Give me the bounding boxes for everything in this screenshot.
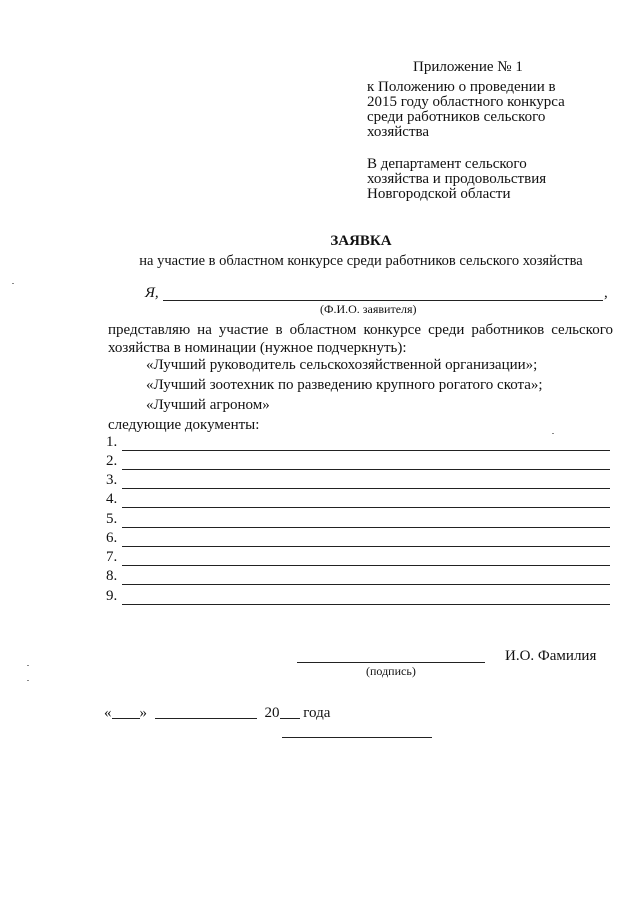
date-year-line[interactable]	[280, 718, 300, 719]
document-number: 5.	[106, 511, 118, 527]
date-close-quote: »	[139, 705, 147, 721]
nomination-item: «Лучший руководитель сельскохозяйственной организации»;	[146, 357, 538, 373]
documents-label: следующие документы:	[108, 417, 260, 433]
date-month-line[interactable]	[155, 718, 257, 719]
document-number: 8.	[106, 568, 118, 584]
addressee-line: Новгородской области	[367, 186, 511, 202]
date-year-prefix: 20	[264, 705, 280, 721]
signature-caption: (подпись)	[366, 664, 416, 678]
nomination-item: «Лучший агроном»	[146, 397, 270, 413]
scan-speck	[27, 680, 29, 681]
annex-line: среди работников сельского	[367, 109, 546, 125]
date-open-quote: «	[104, 705, 112, 721]
date-year-suffix: года	[303, 705, 331, 721]
document-line[interactable]	[122, 450, 610, 451]
annex-description	[367, 80, 597, 140]
document-line[interactable]	[122, 469, 610, 470]
document-line[interactable]	[122, 604, 610, 605]
form-subtitle: на участие в областном конкурсе среди работников сельского хозяйства	[139, 253, 583, 269]
document-number: 6.	[106, 530, 118, 546]
nomination-item: «Лучший зоотехник по разведению крупного рогатого скота»;	[146, 377, 543, 393]
annex-line: к Положению о проведении в	[367, 79, 556, 95]
document-line[interactable]	[122, 527, 610, 528]
form-title: ЗАЯВКА	[330, 233, 392, 249]
scan-speck	[552, 433, 554, 434]
applicant-suffix: ,	[604, 285, 608, 301]
annex-title: Приложение № 1	[413, 59, 523, 75]
document-number: 3.	[106, 472, 118, 488]
signer-name: И.О. Фамилия	[505, 648, 597, 664]
annex-line: хозяйства	[367, 124, 430, 140]
document-number: 4.	[106, 491, 118, 507]
document-line[interactable]	[122, 584, 610, 585]
document-line[interactable]	[122, 507, 610, 508]
bottom-line	[282, 737, 432, 738]
scan-speck	[27, 665, 29, 666]
addressee-line: В департамент сельского	[367, 156, 527, 172]
signature-line[interactable]	[297, 662, 485, 663]
applicant-caption: (Ф.И.О. заявителя)	[320, 302, 417, 316]
document-line[interactable]	[122, 546, 610, 547]
document-line[interactable]	[122, 565, 610, 566]
applicant-name-line[interactable]	[163, 300, 603, 301]
applicant-prefix: Я,	[145, 285, 159, 301]
annex-line: 2015 году областного конкурса	[367, 94, 565, 110]
document-number: 2.	[106, 453, 118, 469]
body-line-2: хозяйства в номинации (нужное подчеркнуть):	[108, 340, 407, 356]
scan-speck	[12, 283, 14, 284]
document-number: 7.	[106, 549, 118, 565]
addressee-block	[367, 157, 546, 202]
document-number: 1.	[106, 434, 118, 450]
body-line-1: представляю на участие в областном конкурсе среди работников сельского	[108, 322, 613, 338]
date-day-line[interactable]	[112, 718, 140, 719]
document-number: 9.	[106, 588, 118, 604]
date-row	[104, 705, 330, 722]
document-line[interactable]	[122, 488, 610, 489]
addressee-line: хозяйства и продовольствия	[367, 171, 547, 187]
